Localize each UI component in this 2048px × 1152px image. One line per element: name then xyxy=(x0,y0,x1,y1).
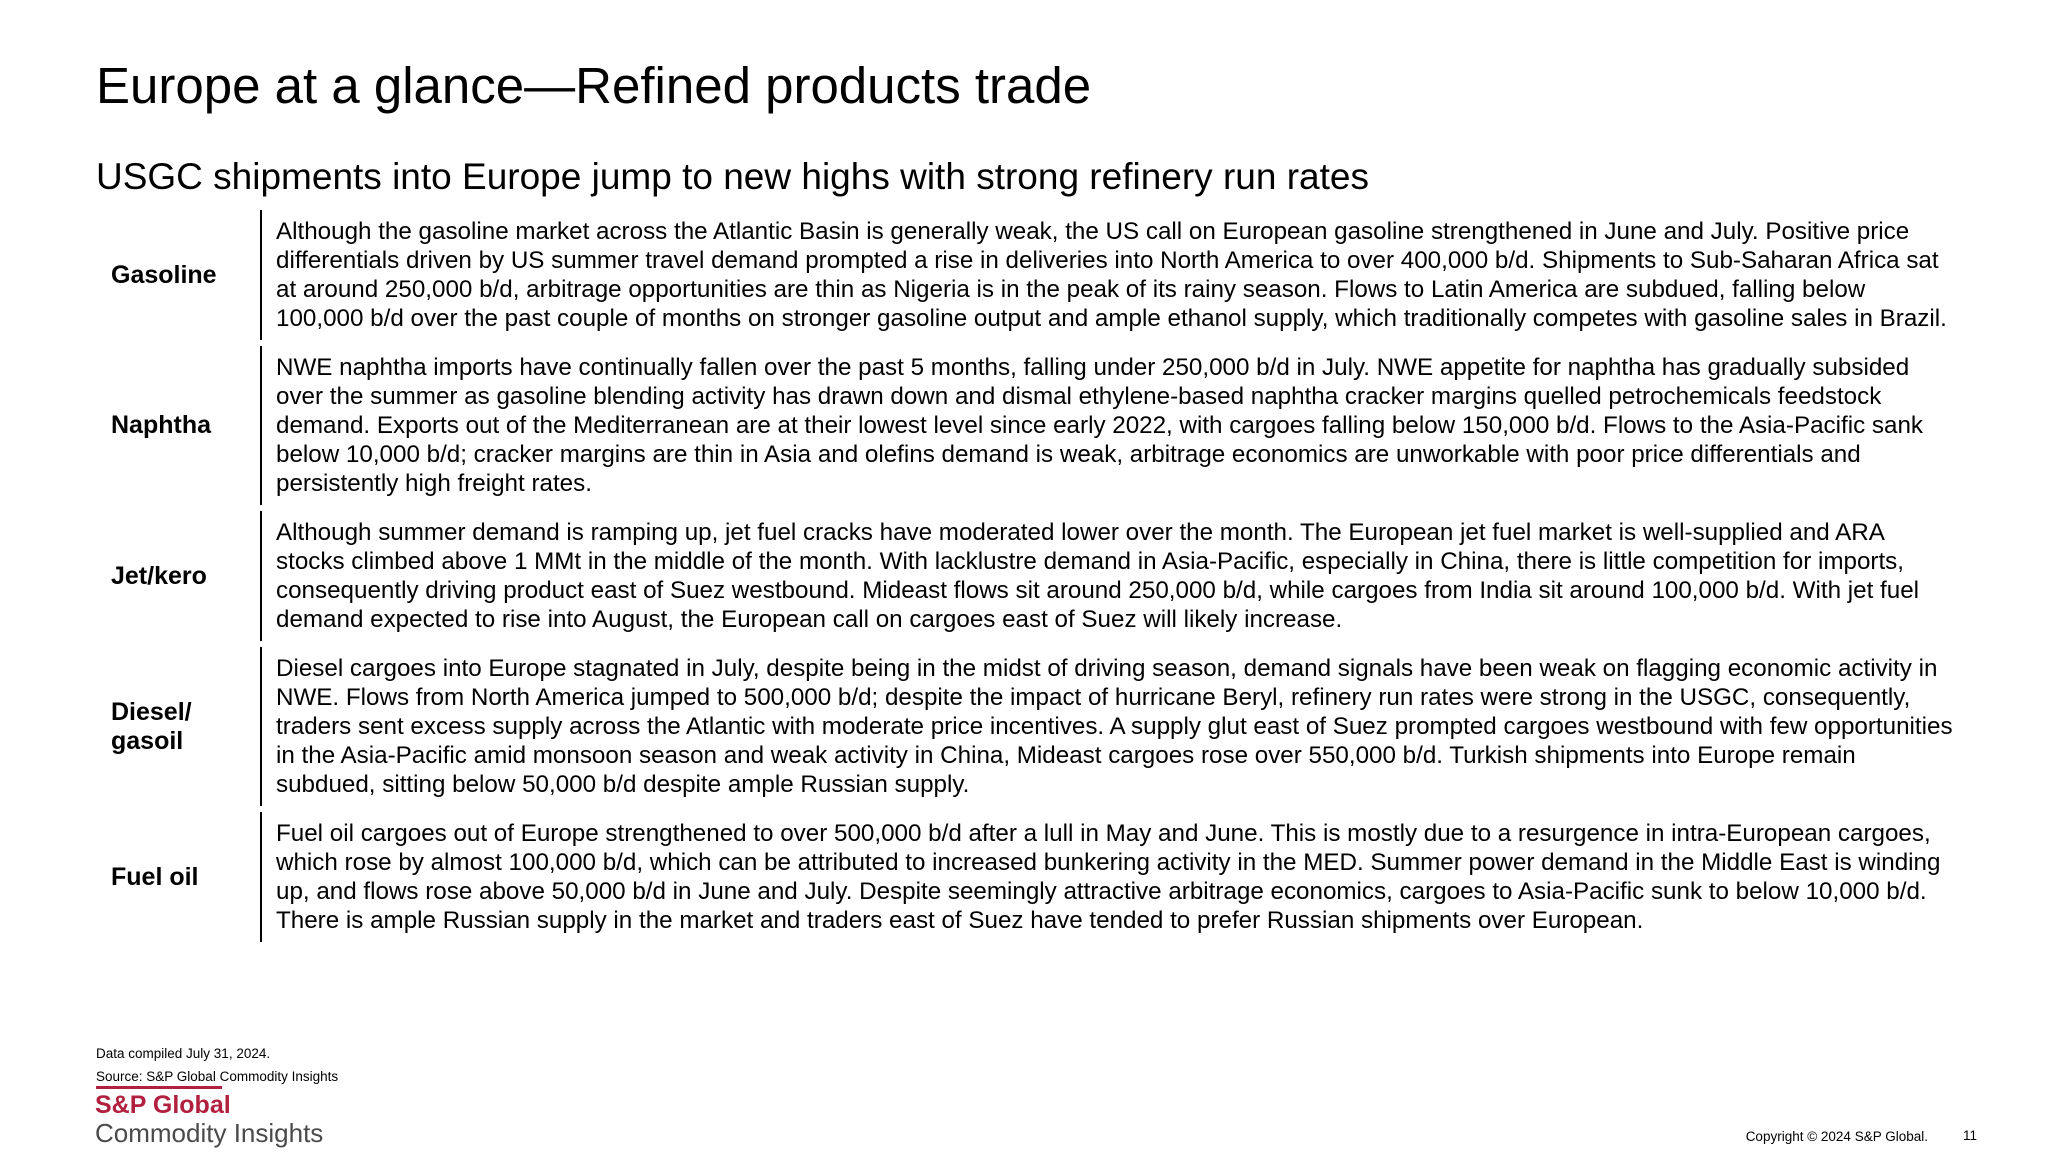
product-label: Naphtha xyxy=(111,411,211,439)
product-commentary: Although summer demand is ramping up, jet fuel cracks have moderated lower over the month. The European jet fuel market is well-supplied and ARA stocks climbed above 1 MMt in the middle of the month. With lacklustre demand in Asia-Pacific, especially in China, there is little competition for imports, consequently driving product east of Suez westbound. Mideast flows sit around 250,000 b/d, while cargoes from India sit around 100,000 b/d. With jet fuel demand expected to rise into August, the European call on cargoes east of Suez will likely increase. xyxy=(276,519,1920,633)
product-commentary: NWE naphtha imports have continually fallen over the past 5 months, falling under 250,000 b/d in July. NWE appetite for naphtha has gradually subsided over the summer as gasoline blending activity has drawn down and dismal ethylene-based naphtha cracker margins quelled petrochemicals feedstock demand. Exports out of the Mediterranean are at their lowest level since early 2022, with cargoes falling below 150,000 b/d. Flows to the Asia-Pacific sank below 10,000 b/d; cracker margins are thin in Asia and olefins demand is weak, arbitrage economics are unworkable with poor price differentials and persistently high freight rates. xyxy=(276,354,1923,497)
logo-accent-rule xyxy=(96,1086,222,1089)
copyright-notice: Copyright © 2024 S&P Global. xyxy=(1745,1129,1928,1144)
sp-global-logo xyxy=(95,1086,355,1146)
product-commentary: Fuel oil cargoes out of Europe strengthened to over 500,000 b/d after a lull in May and June. This is mostly due to a resurgence in intra-European cargoes, which rose by almost 100,000 b/d, which can be attributed to increased bunkering activity in the MED. Summer power demand in the Middle East is winding up, and flows rose above 50,000 b/d in June and July. Despite seemingly attractive arbitrage economics, cargoes to Asia-Pacific sunk to below 10,000 b/d. There is ample Russian supply in the market and traders east of Suez have tended to prefer Russian shipments over European. xyxy=(276,820,1941,934)
product-row-jet-kero xyxy=(96,511,1956,641)
product-label: Fuel oil xyxy=(111,862,199,891)
product-row-diesel-gasoil xyxy=(96,647,1956,806)
product-label: Gasoline xyxy=(111,260,217,289)
slide-subtitle: USGC shipments into Europe jump to new highs with strong refinery run rates xyxy=(96,156,1369,197)
source-note: Source: S&P Global Commodity Insights xyxy=(96,1069,339,1084)
page-number: 11 xyxy=(1963,1128,1978,1143)
slide-title: Europe at a glance—Refined products trade xyxy=(96,57,1092,114)
product-commentary: Although the gasoline market across the Atlantic Basin is generally weak, the US call on European gasoline strengthened in June and July. Positive price differentials driven by US summer travel demand prompted a rise in deliveries into North America to over 400,000 b/d. Shipments to Sub-Saharan Africa sat at around 250,000 b/d, arbitrage opportunities are thin as Nigeria is in the peak of its rainy season. Flows to Latin America are subdued, falling below 100,000 b/d over the past couple of months on stronger gasoline output and ample ethanol supply, which traditionally competes with gasoline sales in Brazil. xyxy=(276,218,1947,332)
logo-tagline: Commodity Insights xyxy=(95,1118,324,1148)
product-commentary: Diesel cargoes into Europe stagnated in July, despite being in the midst of driving season, demand signals have been weak on flagging economic activity in NWE. Flows from North America jumped to 500,000 b/d; despite the impact of hurricane Beryl, refinery run rates were strong in the USGC, consequently, traders sent excess supply across the Atlantic with moderate price incentives. A supply glut east of Suez prompted cargoes westbound with few opportunities in the Asia-Pacific amid monsoon season and weak activity in China, Mideast cargoes rose over 550,000 b/d. Turkish shipments into Europe remain subdued, sitting below 50,000 b/d despite ample Russian supply. xyxy=(276,655,1953,798)
products-table xyxy=(96,210,1956,942)
product-row-fuel-oil xyxy=(96,812,1956,942)
product-row-naphtha xyxy=(96,346,1956,505)
logo-wordmark: S&P Global xyxy=(95,1091,231,1119)
product-label: Diesel/ gasoil xyxy=(111,697,192,755)
product-label: Jet/kero xyxy=(111,561,207,590)
product-row-gasoline xyxy=(96,210,1956,340)
data-compiled-note: Data compiled July 31, 2024. xyxy=(96,1046,271,1061)
